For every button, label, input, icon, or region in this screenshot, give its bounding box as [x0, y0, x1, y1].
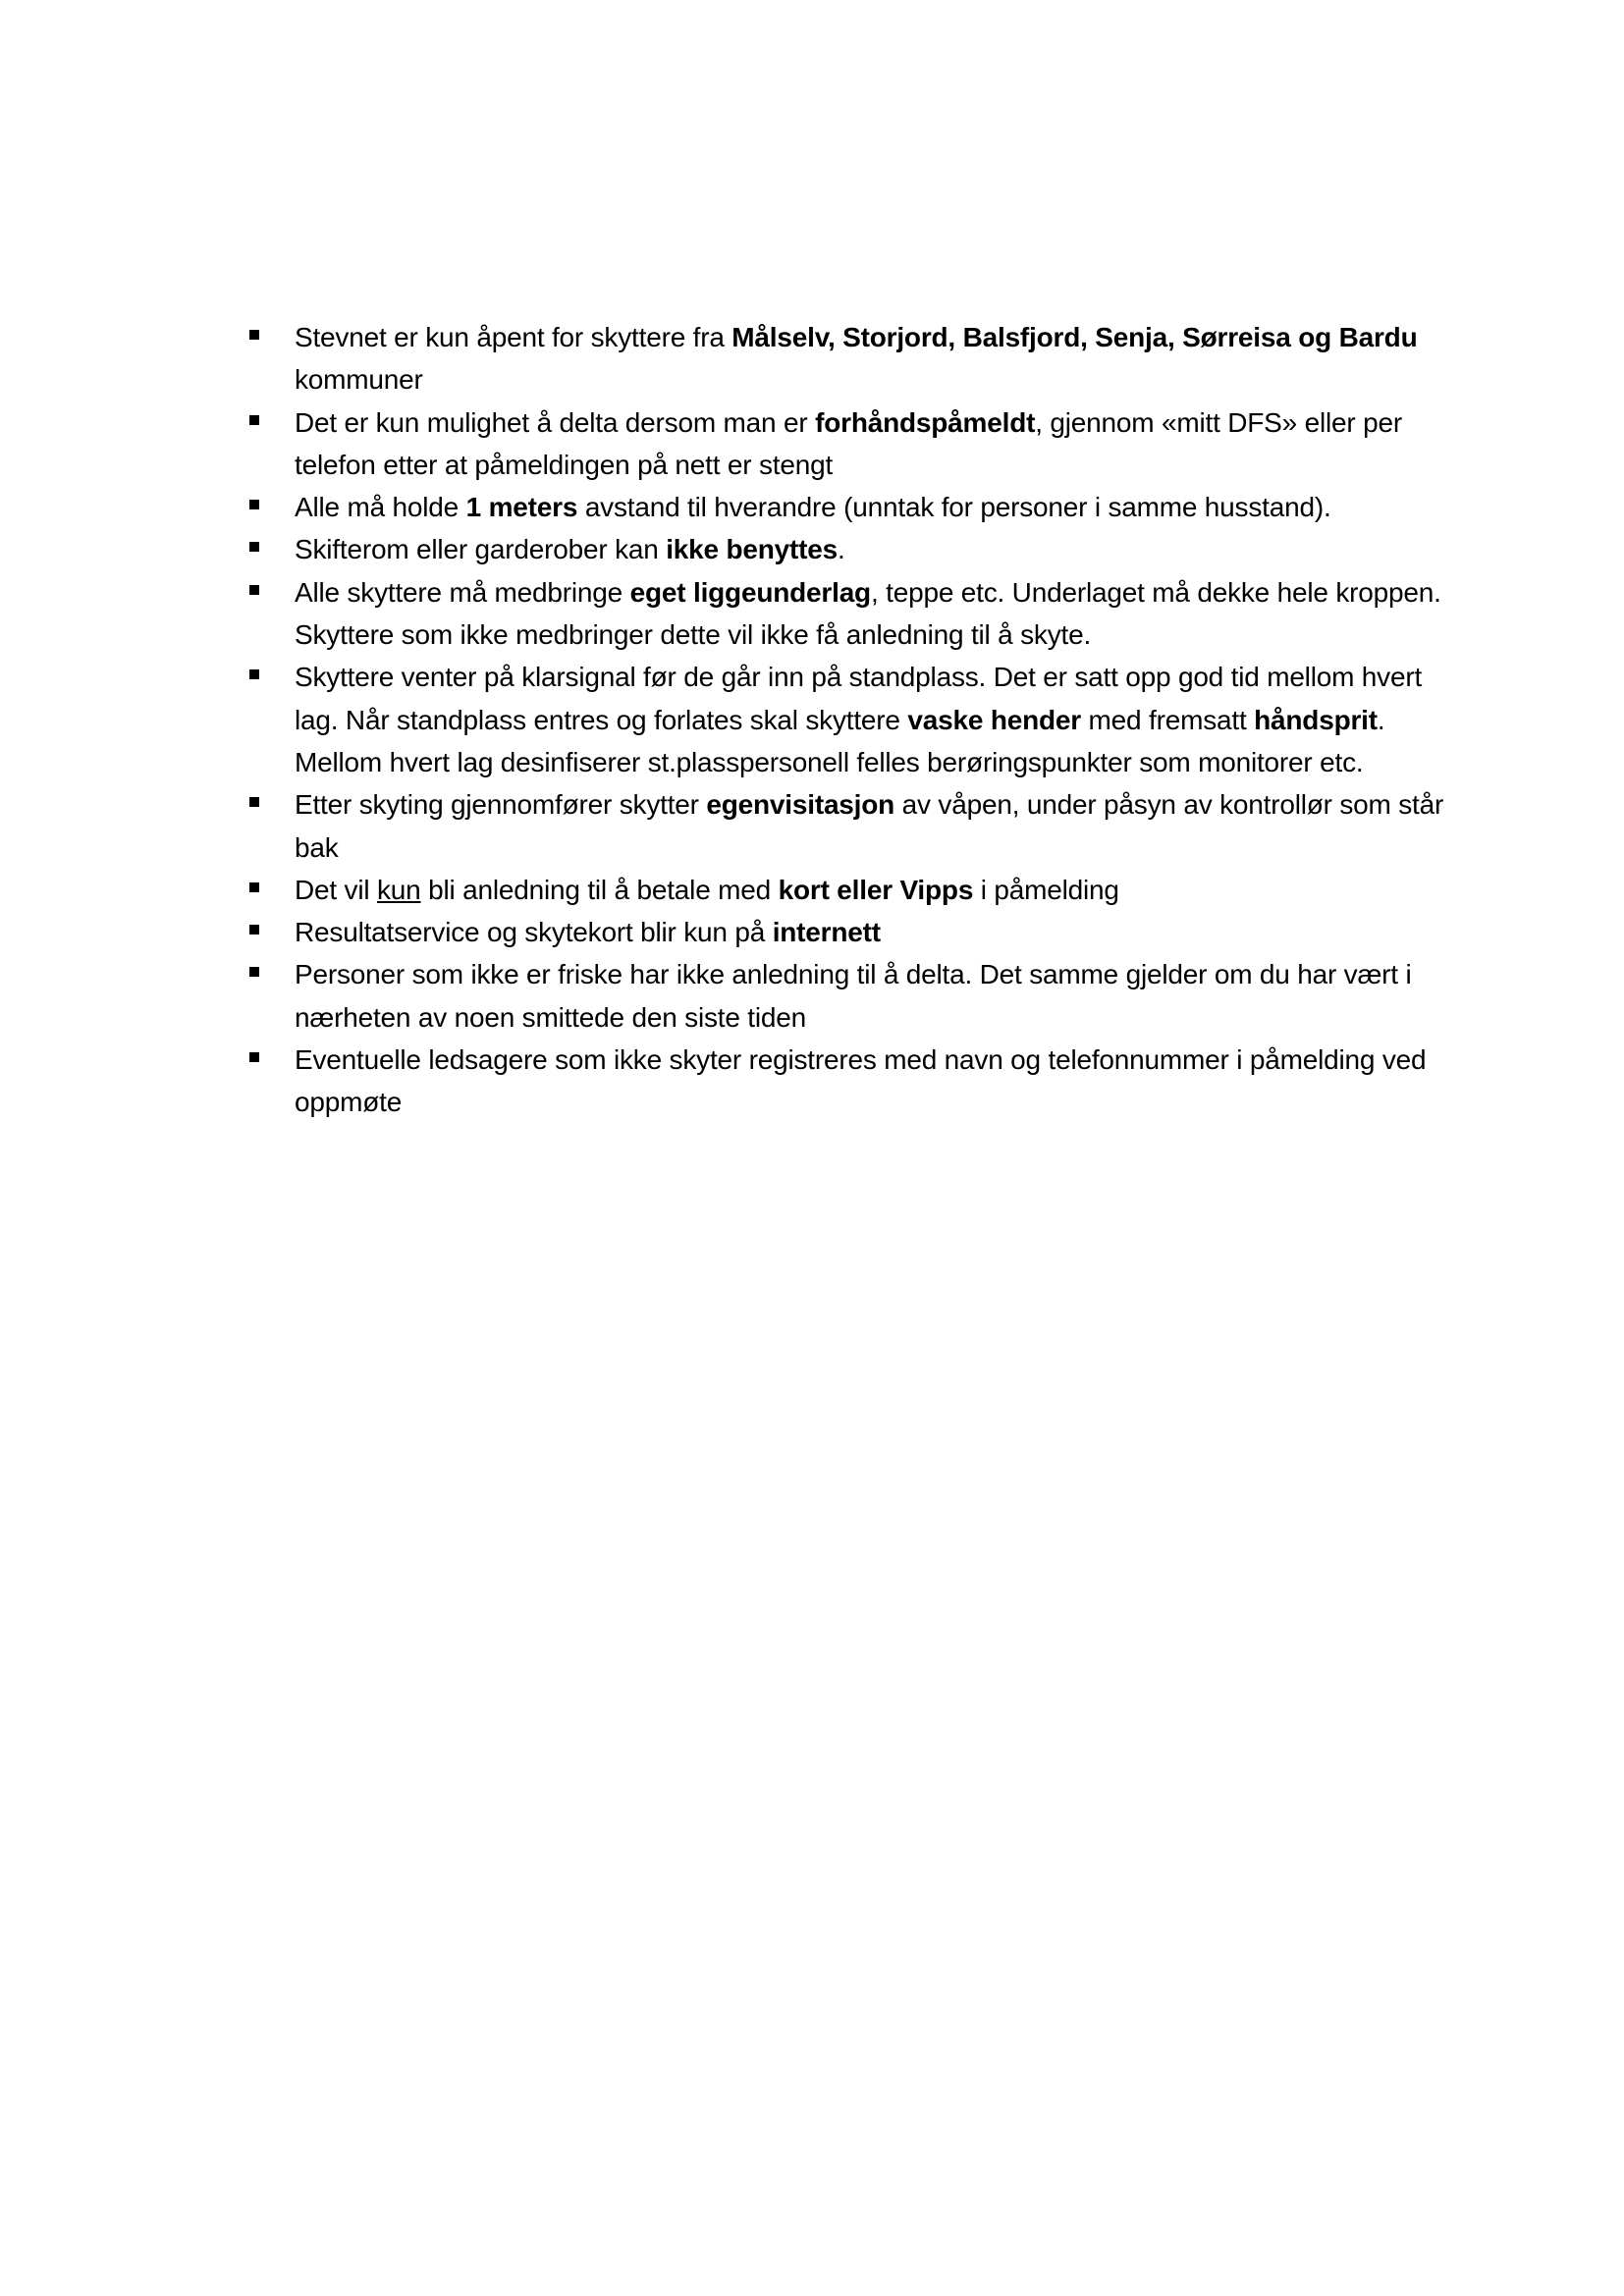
text-segment: i påmelding: [973, 874, 1119, 905]
emphasis-text: eget liggeunderlag: [629, 576, 871, 608]
list-item-text: [295, 407, 1402, 480]
text-segment: Etter skyting gjennomfører skytter: [295, 789, 707, 821]
list-item-text: [295, 492, 1331, 522]
text-segment: Personer som ikke er friske har ikke anledning til å delta. Det samme gjelder om du har vært i nærheten av noen smittede den siste tiden: [295, 959, 1412, 1033]
list-item: [245, 953, 1453, 1039]
text-segment: med fremsatt: [1080, 704, 1255, 735]
list-item: [245, 316, 1453, 401]
text-segment: Det er kun mulighet å delta dersom man er: [295, 406, 816, 438]
emphasis-text: egenvisitasjon: [706, 789, 895, 821]
text-segment: Stevnet er kun åpent for skyttere fra: [295, 322, 732, 352]
emphasis-text: kort eller Vipps: [778, 874, 974, 905]
emphasis-text: internett: [772, 917, 881, 948]
square-bullet-icon: [249, 967, 259, 977]
text-segment: bli anledning til å betale med: [420, 874, 779, 905]
emphasis-text: forhåndspåmeldt: [815, 406, 1036, 438]
list-item-text: [295, 875, 1119, 905]
text-segment: av våpen, under påsyn av kontrollør som står bak: [295, 789, 1444, 863]
square-bullet-icon: [249, 1052, 259, 1062]
square-bullet-icon: [249, 585, 259, 595]
text-segment: Resultatservice og skytekort blir kun på: [295, 917, 773, 948]
list-item: [245, 869, 1453, 911]
text-segment: . Mellom hvert lag desinfiserer st.plasspersonell felles berøringspunkter som monitorer etc.: [295, 704, 1385, 777]
list-item-text: [295, 662, 1422, 777]
text-segment: , teppe etc. Underlaget må dekke hele kroppen. Skyttere som ikke medbringer dette vil ikke få anledning til å skyte.: [295, 576, 1441, 651]
list-item-text: [295, 577, 1441, 650]
list-item: [245, 401, 1453, 487]
text-segment: .: [838, 534, 845, 565]
square-bullet-icon: [249, 542, 259, 552]
square-bullet-icon: [249, 797, 259, 807]
square-bullet-icon: [249, 330, 259, 340]
list-item-text: [295, 959, 1411, 1032]
list-item-text: [295, 1044, 1426, 1117]
list-item: [245, 528, 1453, 570]
emphasis-text: 1 meters: [465, 492, 578, 523]
text-segment: , gjennom «mitt DFS» eller per telefon etter at påmeldingen på nett er stengt: [295, 406, 1402, 480]
emphasis-text: håndsprit: [1254, 704, 1378, 735]
list-item-text: [295, 534, 845, 564]
square-bullet-icon: [249, 669, 259, 679]
square-bullet-icon: [249, 882, 259, 892]
square-bullet-icon: [249, 500, 259, 509]
emphasis-text: ikke benyttes: [666, 534, 839, 565]
emphasis-text: Målselv, Storjord, Balsfjord, Senja, Sørreisa og Bardu: [731, 322, 1418, 352]
list-item: [245, 911, 1453, 953]
text-segment: avstand til hverandre (unntak for personer i samme husstand).: [577, 492, 1331, 523]
rules-bullet-list: [245, 316, 1453, 1124]
text-segment: Det vil: [295, 874, 377, 905]
text-segment: kommuner: [295, 364, 423, 396]
list-item-text: [295, 789, 1443, 862]
list-item: [245, 571, 1453, 657]
emphasis-text: vaske hender: [907, 704, 1081, 735]
text-segment: Alle må holde: [295, 492, 466, 523]
list-item: [245, 783, 1453, 869]
list-item: [245, 486, 1453, 528]
text-segment: Skifterom eller garderober kan: [295, 534, 667, 565]
square-bullet-icon: [249, 925, 259, 934]
underlined-text: kun: [376, 874, 421, 905]
list-item: [245, 656, 1453, 783]
list-item-text: [295, 917, 881, 947]
text-segment: Skyttere venter på klarsignal før de går inn på standplass. Det er satt opp god tid mellom hvert lag. Når standplass entres og forlates skal skyttere: [295, 662, 1423, 735]
square-bullet-icon: [249, 415, 259, 425]
text-segment: Alle skyttere må medbringe: [295, 576, 630, 608]
text-segment: Eventuelle ledsagere som ikke skyter registreres med navn og telefonnummer i påmelding ved oppmøte: [295, 1044, 1427, 1118]
list-item-text: [295, 322, 1418, 395]
list-item: [245, 1039, 1453, 1124]
